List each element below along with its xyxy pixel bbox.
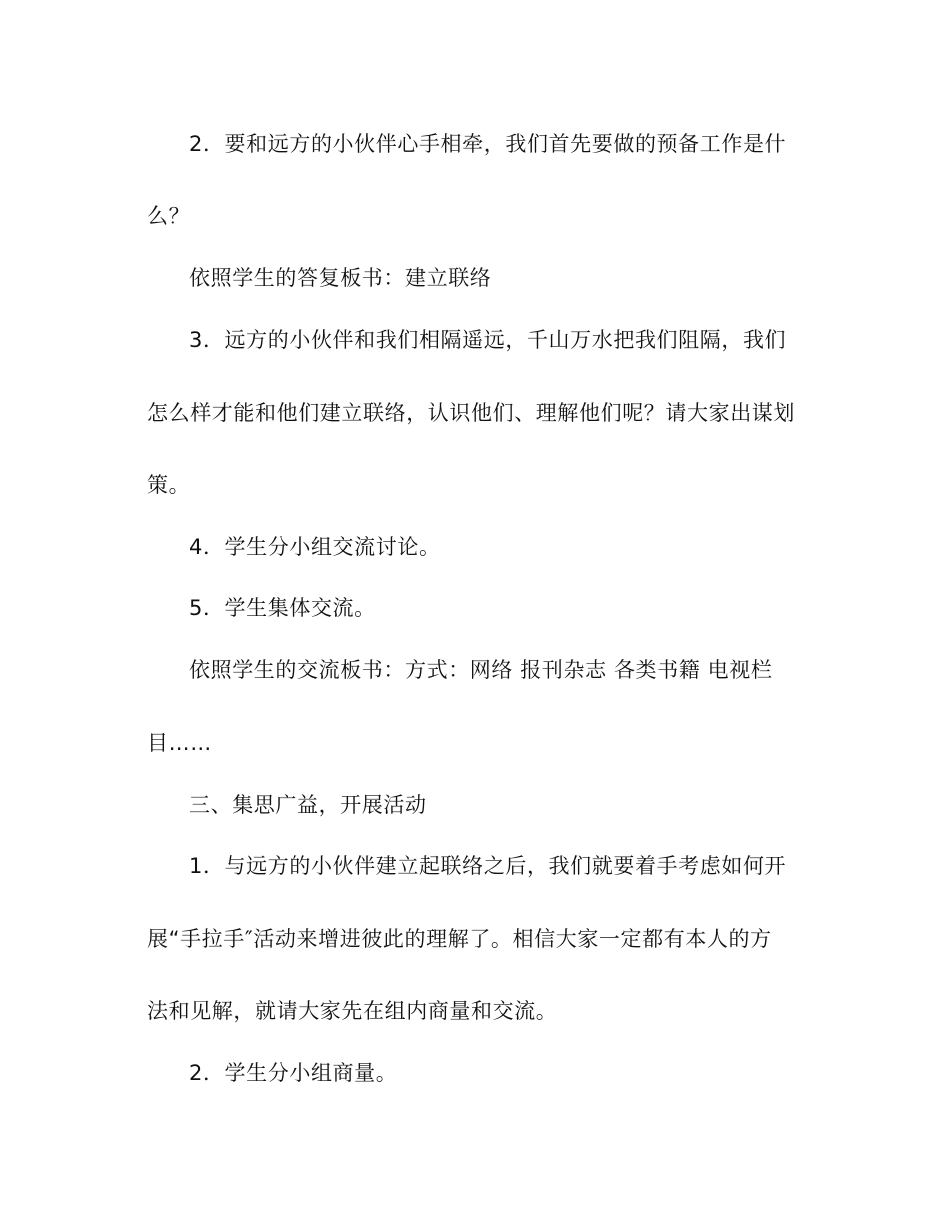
paragraph-line: 1．与远方的小伙伴建立起联络之后，我们就要着手考虑如何开 bbox=[189, 854, 787, 878]
paragraph-line: 2．要和远方的小伙伴心手相牵，我们首先要做的预备工作是什 bbox=[189, 132, 787, 156]
paragraph-line: 4．学生分小组交流讨论。 bbox=[189, 535, 441, 559]
paragraph-line: 么？ bbox=[147, 204, 191, 228]
paragraph-line: 策。 bbox=[147, 473, 191, 497]
paragraph-line: 2．学生分小组商量。 bbox=[189, 1061, 398, 1085]
paragraph-line: 目…… bbox=[147, 731, 212, 755]
paragraph-line: 依照学生的答复板书：建立联络 bbox=[189, 266, 492, 290]
paragraph-line: 展“手拉手″活动来增进彼此的理解了。相信大家一定都有本人的方 bbox=[147, 927, 772, 951]
section-heading: 三、集思广益，开展活动 bbox=[189, 793, 427, 817]
paragraph-line: 5．学生集体交流。 bbox=[189, 596, 376, 620]
paragraph-line: 3．远方的小伙伴和我们相隔遥远，千山万水把我们阻隔，我们 bbox=[189, 328, 787, 352]
paragraph-line: 依照学生的交流板书：方式：网络 报刊杂志 各类书籍 电视栏 bbox=[189, 658, 773, 682]
paragraph-line: 法和见解，就请大家先在组内商量和交流。 bbox=[147, 999, 558, 1023]
paragraph-line: 怎么样才能和他们建立联络，认识他们、理解他们呢？请大家出谋划 bbox=[147, 401, 795, 425]
